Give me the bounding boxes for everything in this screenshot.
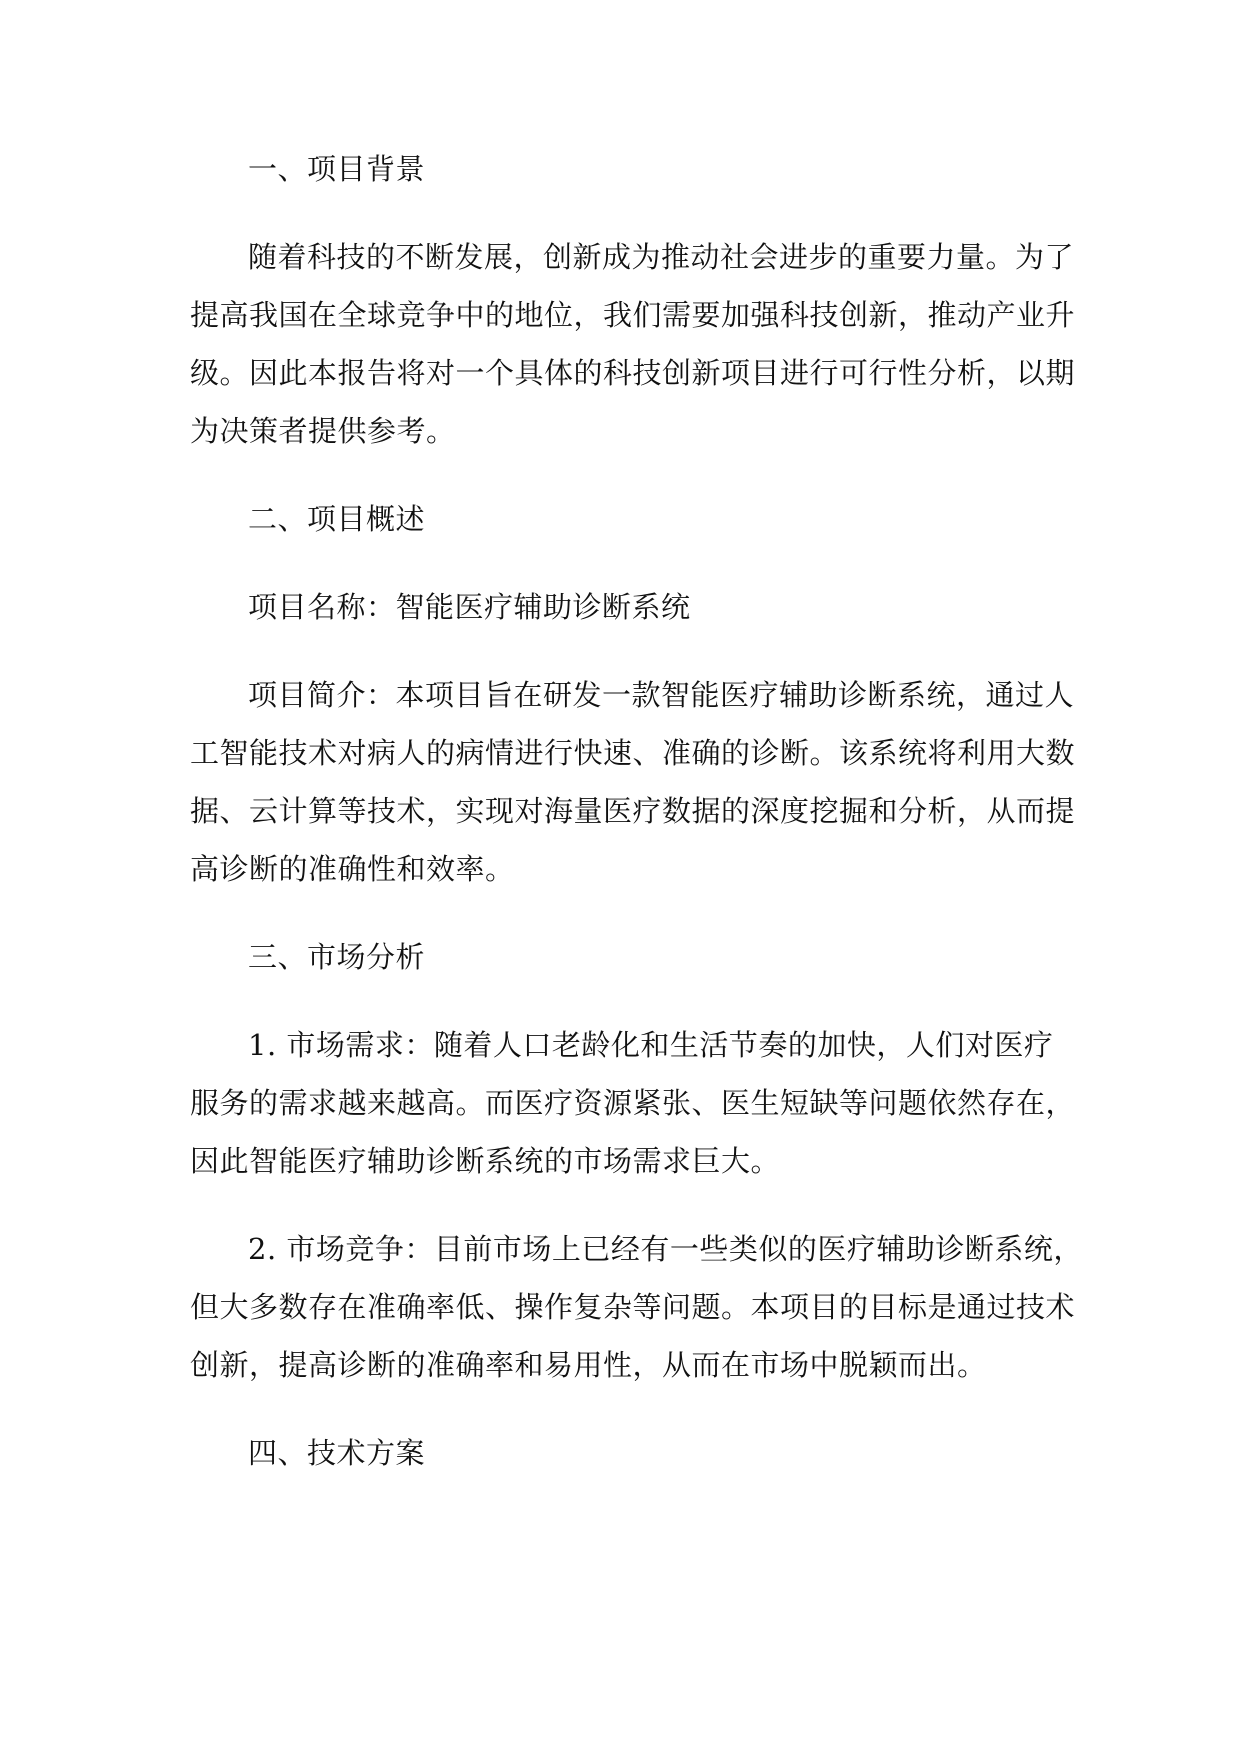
- paragraph: [190, 1016, 1076, 1190]
- paragraph-line: 项目名称：智能医疗辅助诊断系统: [248, 590, 691, 624]
- paragraph-line: 服务的需求越来越高。而医疗资源紧张、医生短缺等问题依然存在，: [190, 1086, 1076, 1120]
- document-body: [190, 140, 1083, 1512]
- paragraph-line: 2. 市场竞争：目前市场上已经有一些类似的医疗辅助诊断系统，: [248, 1232, 1083, 1266]
- paragraph-line: 因此智能医疗辅助诊断系统的市场需求巨大。: [190, 1144, 781, 1178]
- paragraph-line: 提高我国在全球竞争中的地位，我们需要加强科技创新，推动产业升: [190, 298, 1076, 332]
- paragraph: [190, 578, 1060, 636]
- section-market: [190, 928, 1060, 986]
- section-heading: 二、项目概述: [248, 502, 426, 536]
- paragraph-line: 级。因此本报告将对一个具体的科技创新项目进行可行性分析，以期: [190, 356, 1076, 390]
- section-background: [190, 140, 1060, 198]
- paragraph-line: 随着科技的不断发展，创新成为推动社会进步的重要力量。为了: [248, 240, 1075, 274]
- paragraph-line: 高诊断的准确性和效率。: [190, 852, 515, 886]
- section-technical: [190, 1424, 1060, 1482]
- section-overview: [190, 490, 1060, 548]
- section-heading: 三、市场分析: [248, 940, 426, 974]
- paragraph: [190, 228, 1076, 460]
- paragraph-line: 据、云计算等技术，实现对海量医疗数据的深度挖掘和分析，从而提: [190, 794, 1076, 828]
- paragraph-line: 为决策者提供参考。: [190, 414, 456, 448]
- paragraph-line: 工智能技术对病人的病情进行快速、准确的诊断。该系统将利用大数: [190, 736, 1076, 770]
- paragraph-line: 1. 市场需求：随着人口老龄化和生活节奏的加快，人们对医疗: [248, 1028, 1054, 1062]
- section-heading: 一、项目背景: [248, 152, 426, 186]
- paragraph: [190, 1220, 1083, 1394]
- paragraph-line: 但大多数存在准确率低、操作复杂等问题。本项目的目标是通过技术: [190, 1290, 1076, 1324]
- paragraph-line: 创新，提高诊断的准确率和易用性，从而在市场中脱颖而出。: [190, 1348, 987, 1382]
- paragraph: [190, 666, 1076, 898]
- paragraph-line: 项目简介：本项目旨在研发一款智能医疗辅助诊断系统，通过人: [248, 678, 1075, 712]
- section-heading: 四、技术方案: [248, 1436, 426, 1470]
